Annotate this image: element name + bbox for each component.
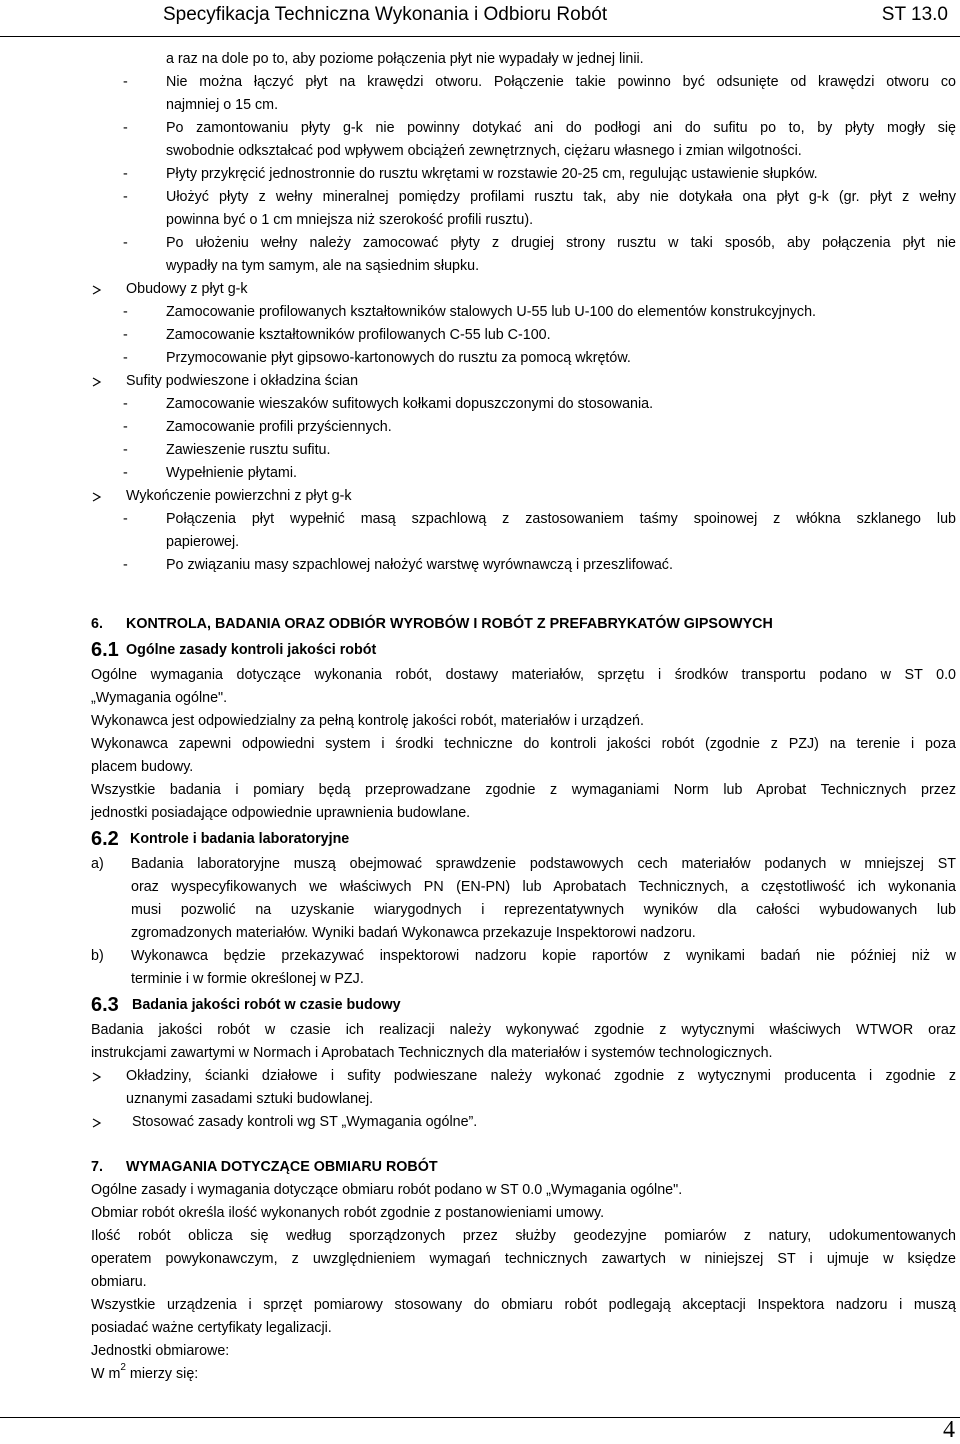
paragraph-line: Wszystkie urządzenia i sprzęt pomiarowy stosowany do obmiaru robót podlegają akceptacji Inspektora nadzoru i muszą <box>91 1297 956 1313</box>
list-item: - Zamocowanie profili przyściennych. <box>123 419 392 435</box>
paragraph-line: obmiaru. <box>91 1274 147 1290</box>
paragraph-line: Jednostki obmiarowe: <box>91 1343 230 1359</box>
paragraph-line: posiadać ważne certyfikaty legalizacji. <box>91 1320 332 1336</box>
list-item-cont: papierowej. <box>166 534 240 550</box>
paragraph-line: Obmiar robót określa ilość wykonanych robót zgodnie z postanowieniami umowy. <box>91 1205 605 1221</box>
list-item-cont: najmniej o 15 cm. <box>166 97 279 113</box>
subsection-heading: 6.1 Ogólne zasady kontroli jakości robót <box>91 639 377 661</box>
list-item: b) Wykonawca będzie przekazywać inspektorowi nadzoru kopie raportów z wynikami badań nie później niż w <box>91 948 956 964</box>
paragraph-line: instrukcjami zawartymi w Normach i Aprobatach Technicznych dla materiałów i systemów technologicznych. <box>91 1045 773 1061</box>
list-item: - Ułożyć płyty z wełny mineralnej pomiędzy profilami rusztu tak, aby nie dotykała ona płyt g-k (gr. płyt z wełny <box>123 189 956 205</box>
paragraph-line: operatem powykonawczym, z uwzględnieniem wymagań technicznych zawartych w niniejszej ST i ujmuje w księdze <box>91 1251 956 1267</box>
list-item: - Po związaniu masy szpachlowej nałożyć warstwę wyrównawczą i przeszlifować. <box>123 557 673 573</box>
text-line: a raz na dole po to, aby poziome połączenia płyt nie wypadały w jednej linii. <box>166 51 644 67</box>
paragraph-line: Badania jakości robót w czasie ich realizacji należy wykonywać zgodnie z wytycznymi właściwych WTWOR oraz <box>91 1022 956 1038</box>
list-item-cont: zgromadzonych materiałów. Wyniki badań Wykonawca przekazuje Inspektorowi nadzoru. <box>131 925 696 941</box>
list-item-cont: wypadły na tym samym, ale na sąsiednim słupku. <box>166 258 480 274</box>
subsection-heading: 6.2 Kontrole i badania laboratoryjne <box>91 828 350 850</box>
section-heading: 6. KONTROLA, BADANIA ORAZ ODBIÓR WYROBÓW I ROBÓT Z PREFABRYKATÓW GIPSOWYCH <box>91 616 773 632</box>
list-item: - Nie można łączyć płyt na krawędzi otworu. Połączenie takie powinno być odsunięte od krawędzi otworu co <box>123 74 956 90</box>
bullet-item: Sufity podwieszone i okładzina ścian <box>0 370 960 393</box>
list-item: - Przymocowanie płyt gipsowo-kartonowych do rusztu za pomocą wkrętów. <box>123 350 631 366</box>
paragraph-line: Ogólne zasady i wymagania dotyczące obmiaru robót podano w ST 0.0 „Wymagania ogólne". <box>91 1182 683 1198</box>
bullet-item-cont: uznanymi zasadami sztuki budowlanej. <box>126 1091 374 1107</box>
list-item-cont: musi pozwolić na uzyskanie wiarygodnych i reprezentatywnych wyników dla całości wybudowanych lub <box>131 902 956 918</box>
footer-rule <box>0 1417 960 1418</box>
list-item-cont: terminie i w formie określonej w PZJ. <box>131 971 364 987</box>
bullet-item: Stosować zasady kontroli wg ST „Wymagania ogólne”. <box>0 1111 960 1134</box>
list-item: - Połączenia płyt wypełnić masą szpachlową z zastosowaniem taśmy spoinowej z włókna szklanego lub <box>123 511 956 527</box>
section-heading: 7. WYMAGANIA DOTYCZĄCE OBMIARU ROBÓT <box>91 1159 438 1175</box>
bullet-item: Wykończenie powierzchni z płyt g-k <box>0 485 960 508</box>
paragraph-line: Ilość robót oblicza się według sporządzonych przez służby geodezyjne pomiarów z natury, udokumentowanych <box>91 1228 956 1244</box>
list-item: - Po zamontowaniu płyty g-k nie powinny dotykać ani do podłogi ani do sufitu po to, by płyty mogły się <box>123 120 956 136</box>
paragraph-line: Wykonawca zapewni odpowiedni system i środki techniczne do kontroli jakości robót (zgodnie z PZJ) na terenie i poza <box>91 736 956 752</box>
list-item-cont: swobodnie odkształcać pod wpływem obciążeń zewnętrznych, ciężaru własnego i zmian wilgotności. <box>166 143 802 159</box>
subsection-heading: 6.3 Badania jakości robót w czasie budowy <box>91 994 401 1016</box>
bullet-item: Okładziny, ścianki działowe i sufity podwieszane należy wykonać zgodnie z wytycznymi producenta i zgodnie z <box>0 1065 960 1088</box>
page-number: 4 <box>943 1417 955 1443</box>
list-item: a) Badania laboratoryjne muszą obejmować sprawdzenie podstawowych cech materiałów podanych w mniejszej ST <box>91 856 956 872</box>
list-item: - Zamocowanie kształtowników profilowanych C-55 lub C-100. <box>123 327 551 343</box>
paragraph-line: Ogólne wymagania dotyczące wykonania robót, dostawy materiałów, sprzętu i środków transportu podano w ST 0.0 <box>91 667 956 683</box>
paragraph-line: „Wymagania ogólne". <box>91 690 228 706</box>
header-spec-code: ST 13.0 <box>881 4 948 25</box>
paragraph-line: jednostki posiadające odpowiednie uprawnienia budowlane. <box>91 805 471 821</box>
page-header <box>0 0 960 37</box>
paragraph-line: W $m^2$ mierzy się: <box>91 1362 199 1382</box>
list-item: - Zamocowanie wieszaków sufitowych kołkami dopuszczonymi do stosowania. <box>123 396 654 412</box>
list-item: - Po ułożeniu wełny należy zamocować płyty z drugiej strony rusztu w taki sposób, aby połączenia płyt nie <box>123 235 956 251</box>
header-title: Specyfikacja Techniczna Wykonania i Odbioru Robót <box>163 4 608 25</box>
list-item: - Płyty przykręcić jednostronnie do rusztu wkrętami w rozstawie 20-25 cm, regulując ustawienie słupków. <box>123 166 818 182</box>
paragraph-line: placem budowy. <box>91 759 194 775</box>
bullet-item: Obudowy z płyt g-k <box>0 278 960 301</box>
list-item-cont: oraz wyspecyfikowanych we właściwych PN (EN-PN) lub Aprobatach Technicznych, a częstotliwość ich wykonania <box>131 879 956 895</box>
paragraph-line: Wykonawca jest odpowiedzialny za pełną kontrolę jakości robót, materiałów i urządzeń. <box>91 713 644 729</box>
paragraph-line: Wszystkie badania i pomiary będą przeprowadzane zgodnie z wymaganiami Norm lub Aprobat Technicznych przez <box>91 782 956 798</box>
list-item-cont: powinna być o 1 cm mniejsza niż szerokość profili rusztu). <box>166 212 534 228</box>
page-content <box>0 48 960 1386</box>
list-item: - Wypełnienie płytami. <box>123 465 297 481</box>
list-item: - Zawieszenie rusztu sufitu. <box>123 442 331 458</box>
list-item: - Zamocowanie profilowanych kształtowników stalowych U-55 lub U-100 do elementów konstrukcyjnych. <box>123 304 817 320</box>
